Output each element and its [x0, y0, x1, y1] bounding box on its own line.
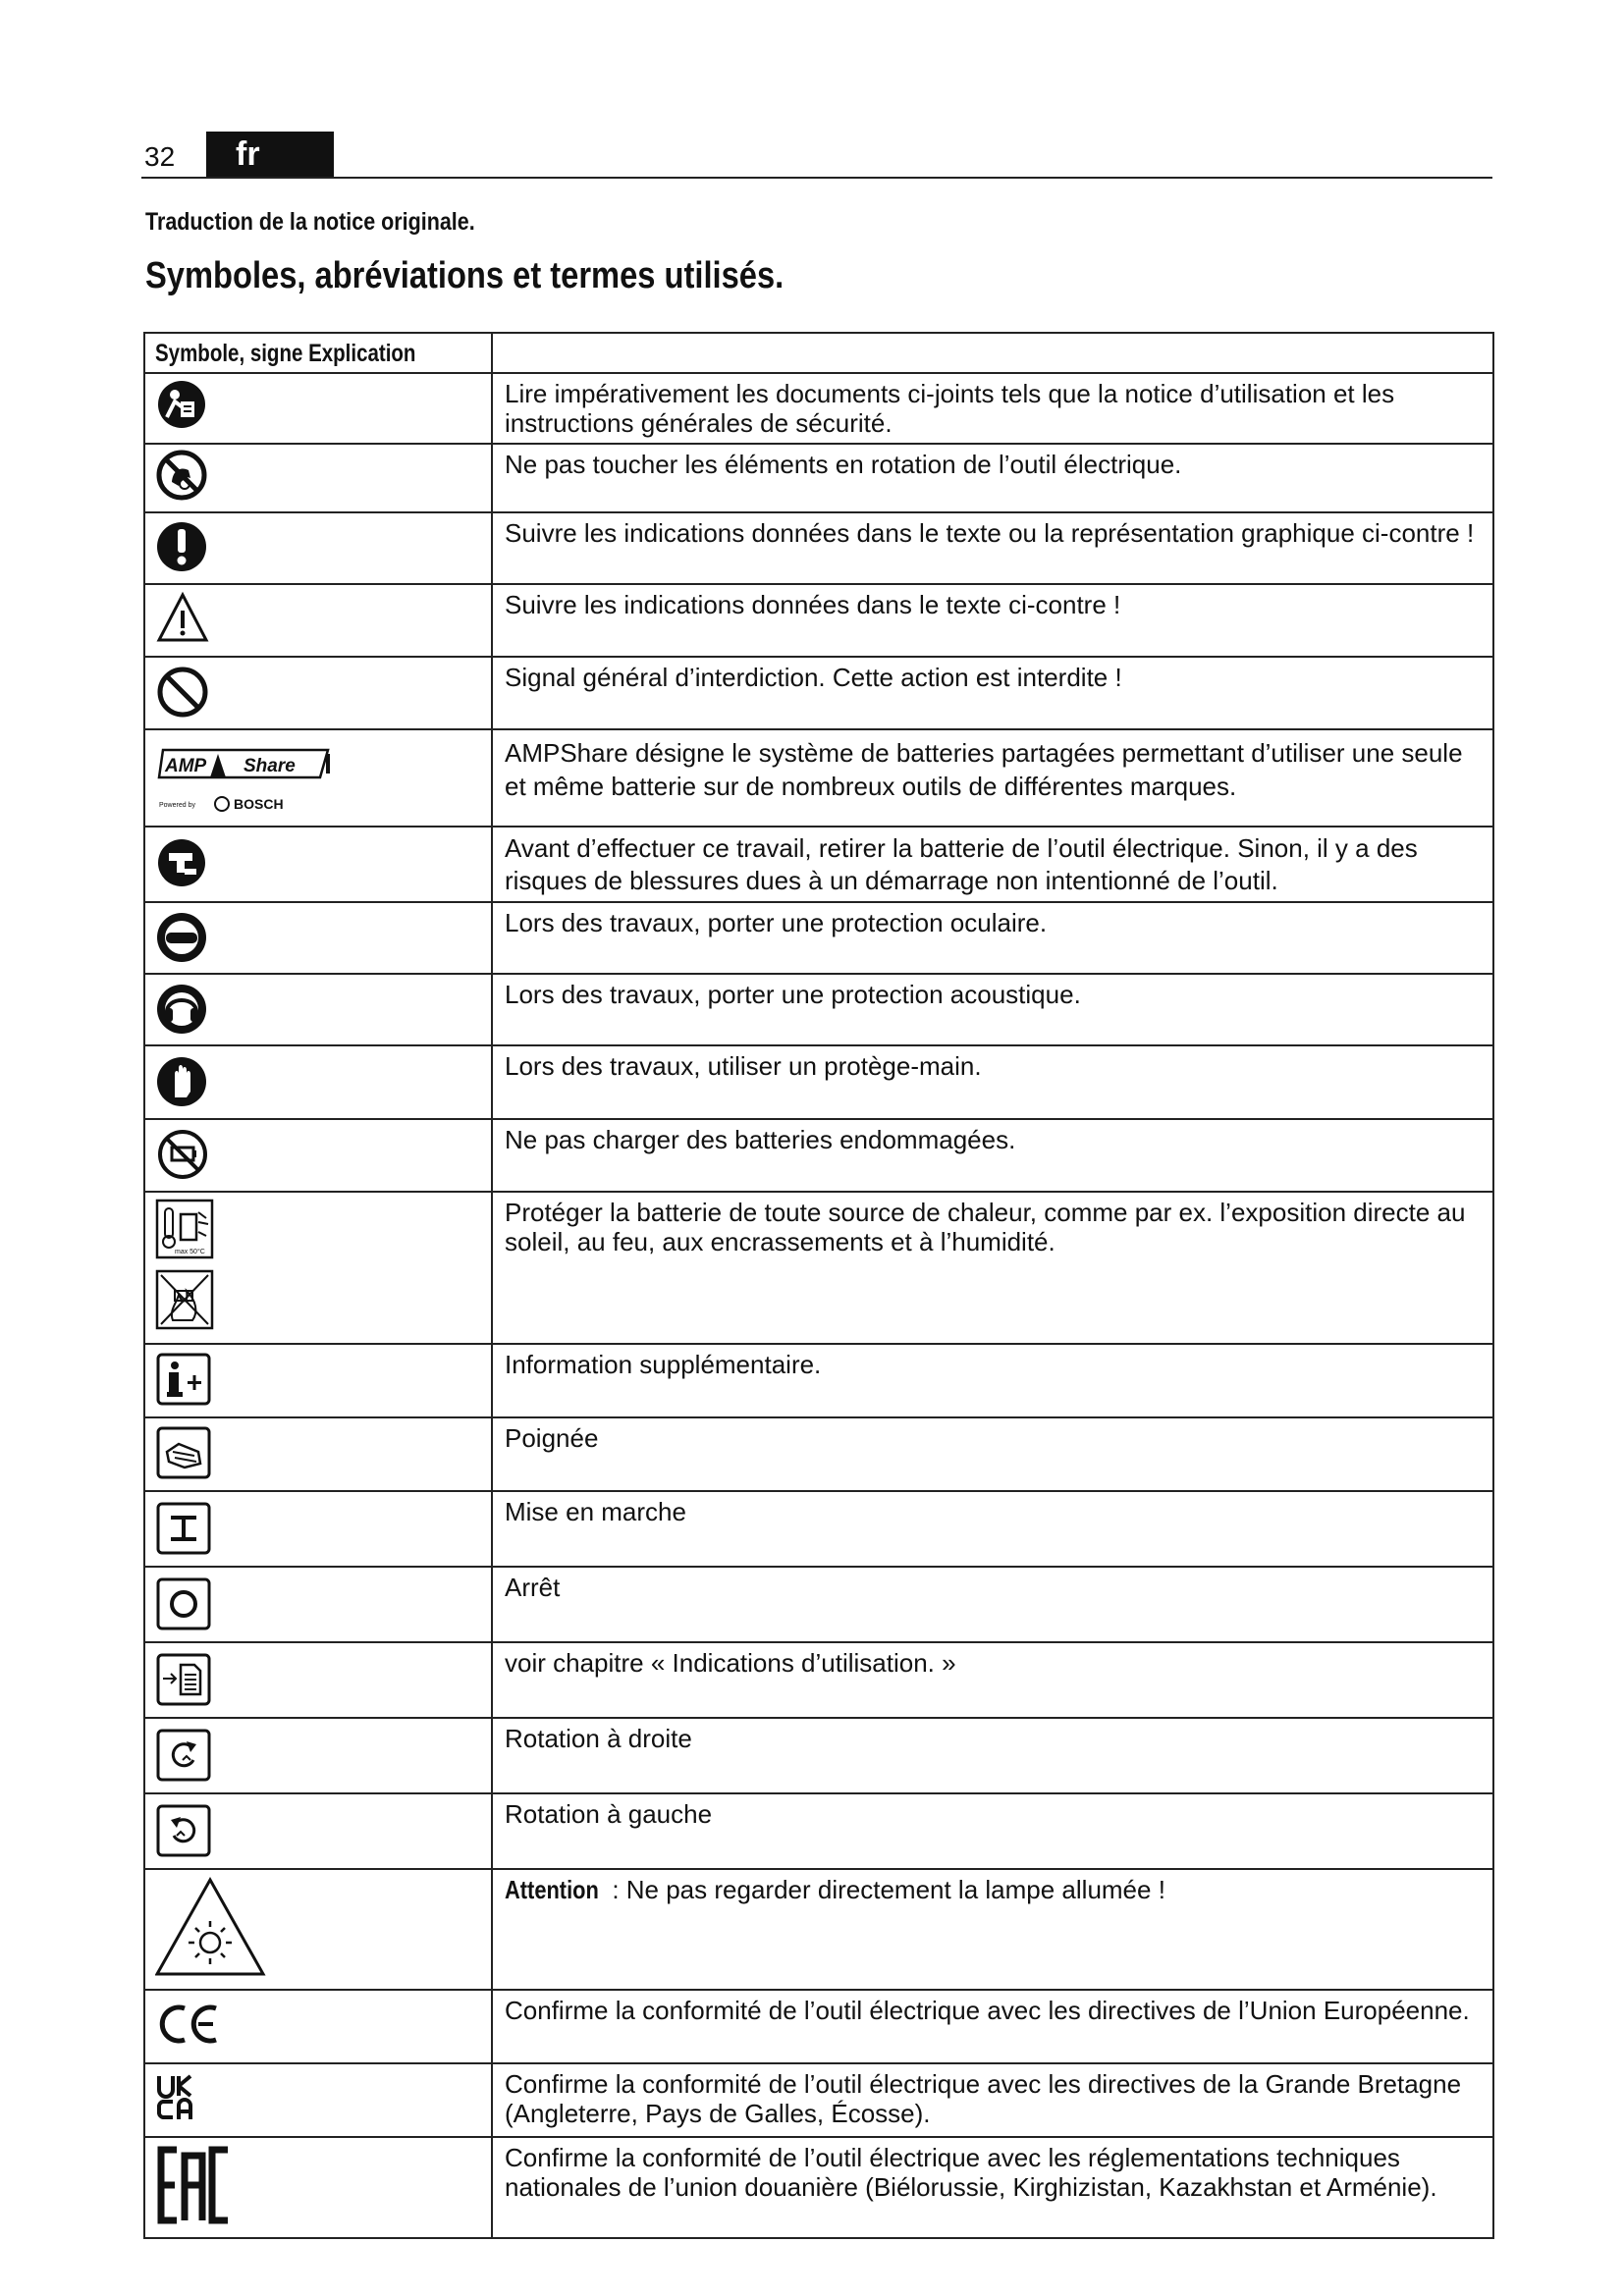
- explanation-cell: Arrêt: [492, 1567, 1493, 1642]
- explanation-cell: Lors des travaux, porter une protection acoustique.: [492, 974, 1493, 1045]
- symbols-table: [143, 332, 1494, 2239]
- header-rule: [141, 177, 1492, 179]
- table-row: [144, 974, 1493, 1045]
- power-off-icon: [155, 1572, 212, 1632]
- table-row: [144, 657, 1493, 729]
- header-explanation-label: Explication: [308, 340, 416, 367]
- language-badge: fr: [206, 132, 334, 177]
- power-on-icon: [155, 1496, 212, 1557]
- table-row: [144, 512, 1493, 584]
- ampshare-brand-text: BOSCH: [234, 796, 284, 812]
- table-row: [144, 729, 1493, 827]
- table-row: [144, 1793, 1493, 1869]
- table-row: [144, 1119, 1493, 1192]
- explanation-cell: Lire impérativement les documents ci-joints tels que la notice d’utilisation et les instructions générales de sécurité.: [492, 373, 1493, 444]
- read-manual-icon: [155, 378, 208, 431]
- ampshare-logo-icon: [155, 734, 342, 817]
- no-damaged-battery-icon: [155, 1124, 210, 1181]
- explanation-cell: voir chapitre « Indications d’utilisation. »: [492, 1642, 1493, 1718]
- table-row: [144, 1417, 1493, 1491]
- see-chapter-icon: [155, 1647, 212, 1708]
- explanation-cell: Poignée: [492, 1417, 1493, 1491]
- table-row: [144, 902, 1493, 974]
- table-row: [144, 1718, 1493, 1793]
- no-touch-rotating-icon: [155, 449, 208, 502]
- ukca-mark-icon: [155, 2068, 198, 2127]
- handle-icon: [155, 1422, 212, 1481]
- battery-heat-icon: [155, 1197, 216, 1334]
- explanation-cell: [492, 1869, 1493, 1990]
- explanation-cell: Confirme la conformité de l’outil électrique avec les directives de la Grande Bretagne (Angleterre, Pays de Galles, Écosse).: [492, 2063, 1493, 2137]
- table-row: [144, 1990, 1493, 2063]
- table-row: [144, 584, 1493, 657]
- prohibition-icon: [155, 662, 210, 719]
- explanation-cell: Confirme la conformité de l’outil électrique avec les directives de l’Union Européenne.: [492, 1990, 1493, 2063]
- page-number: 32: [144, 141, 176, 172]
- table-row: [144, 2063, 1493, 2137]
- header-symbol-label: Symbole, signe: [155, 340, 303, 367]
- explanation-cell: Confirme la conformité de l’outil électrique avec les réglementations techniques nationales de l’union douanière (Biélorussie, Kirghizistan, Kazakhstan et Arménie).: [492, 2137, 1493, 2238]
- ampshare-powered-text: Powered by: [159, 802, 195, 809]
- header-cell-symbol: [144, 333, 492, 373]
- lamp-warning-icon: [155, 1874, 273, 1980]
- table-row: [144, 2137, 1493, 2238]
- table-row: [144, 827, 1493, 902]
- explanation-cell: Ne pas toucher les éléments en rotation de l’outil électrique.: [492, 444, 1493, 512]
- eye-protection-icon: [155, 907, 208, 964]
- attention-label: Attention: [505, 1875, 599, 1904]
- mandatory-exclamation-icon: [155, 517, 208, 574]
- rotate-right-icon: [155, 1723, 212, 1784]
- header-cell-explanation: [492, 333, 1493, 373]
- eac-mark-icon: [155, 2142, 249, 2228]
- explanation-cell: Signal général d’interdiction. Cette action est interdite !: [492, 657, 1493, 729]
- explanation-cell: Protéger la batterie de toute source de chaleur, comme par ex. l’exposition directe au soleil, au feu, aux encrassements et à l’humidité.: [492, 1192, 1493, 1344]
- ear-protection-icon: [155, 979, 208, 1036]
- explanation-cell: Lors des travaux, porter une protection oculaire.: [492, 902, 1493, 974]
- warning-triangle-icon: [155, 589, 210, 646]
- explanation-cell: Rotation à gauche: [492, 1793, 1493, 1869]
- explanation-cell: Suivre les indications données dans le texte ou la représentation graphique ci-contre !: [492, 512, 1493, 584]
- explanation-cell: Lors des travaux, utiliser un protège-main.: [492, 1045, 1493, 1119]
- table-row: [144, 1642, 1493, 1718]
- table-row: [144, 1192, 1493, 1344]
- info-plus-icon: [155, 1349, 212, 1408]
- explanation-cell: Mise en marche: [492, 1491, 1493, 1567]
- table-row: [144, 1491, 1493, 1567]
- remove-battery-icon: [155, 831, 208, 890]
- battery-temp-label: max 50°C: [175, 1249, 205, 1255]
- explanation-cell: Information supplémentaire.: [492, 1344, 1493, 1417]
- document-subtitle: Traduction de la notice originale.: [145, 208, 475, 236]
- table-row: [144, 1567, 1493, 1642]
- explanation-cell: Suivre les indications données dans le texte ci-contre !: [492, 584, 1493, 657]
- ce-mark-icon: [155, 1995, 224, 2054]
- attention-text: : Ne pas regarder directement la lampe allumée !: [605, 1875, 1165, 1904]
- ampshare-amp-text: AMP: [165, 756, 207, 776]
- table-header-row: [144, 333, 1493, 373]
- explanation-cell: Ne pas charger des batteries endommagées.: [492, 1119, 1493, 1192]
- rotate-left-icon: [155, 1798, 212, 1859]
- explanation-cell: AMPShare désigne le système de batteries partagées permettant d’utiliser une seule et même batterie sur de nombreux outils de différentes marques.: [492, 729, 1493, 827]
- hand-protection-icon: [155, 1050, 208, 1109]
- table-row: [144, 1344, 1493, 1417]
- explanation-cell: Avant d’effectuer ce travail, retirer la batterie de l’outil électrique. Sinon, il y a des risques de blessures dues à un démarrage non intentionné de l’outil.: [492, 827, 1493, 902]
- page-header: [141, 132, 1492, 181]
- page-title: Symboles, abréviations et termes utilisés.: [145, 255, 785, 296]
- table-row: [144, 1045, 1493, 1119]
- table-row: [144, 373, 1493, 444]
- explanation-cell: Rotation à droite: [492, 1718, 1493, 1793]
- table-row: [144, 444, 1493, 512]
- table-row: [144, 1869, 1493, 1990]
- ampshare-share-text: Share: [244, 756, 296, 776]
